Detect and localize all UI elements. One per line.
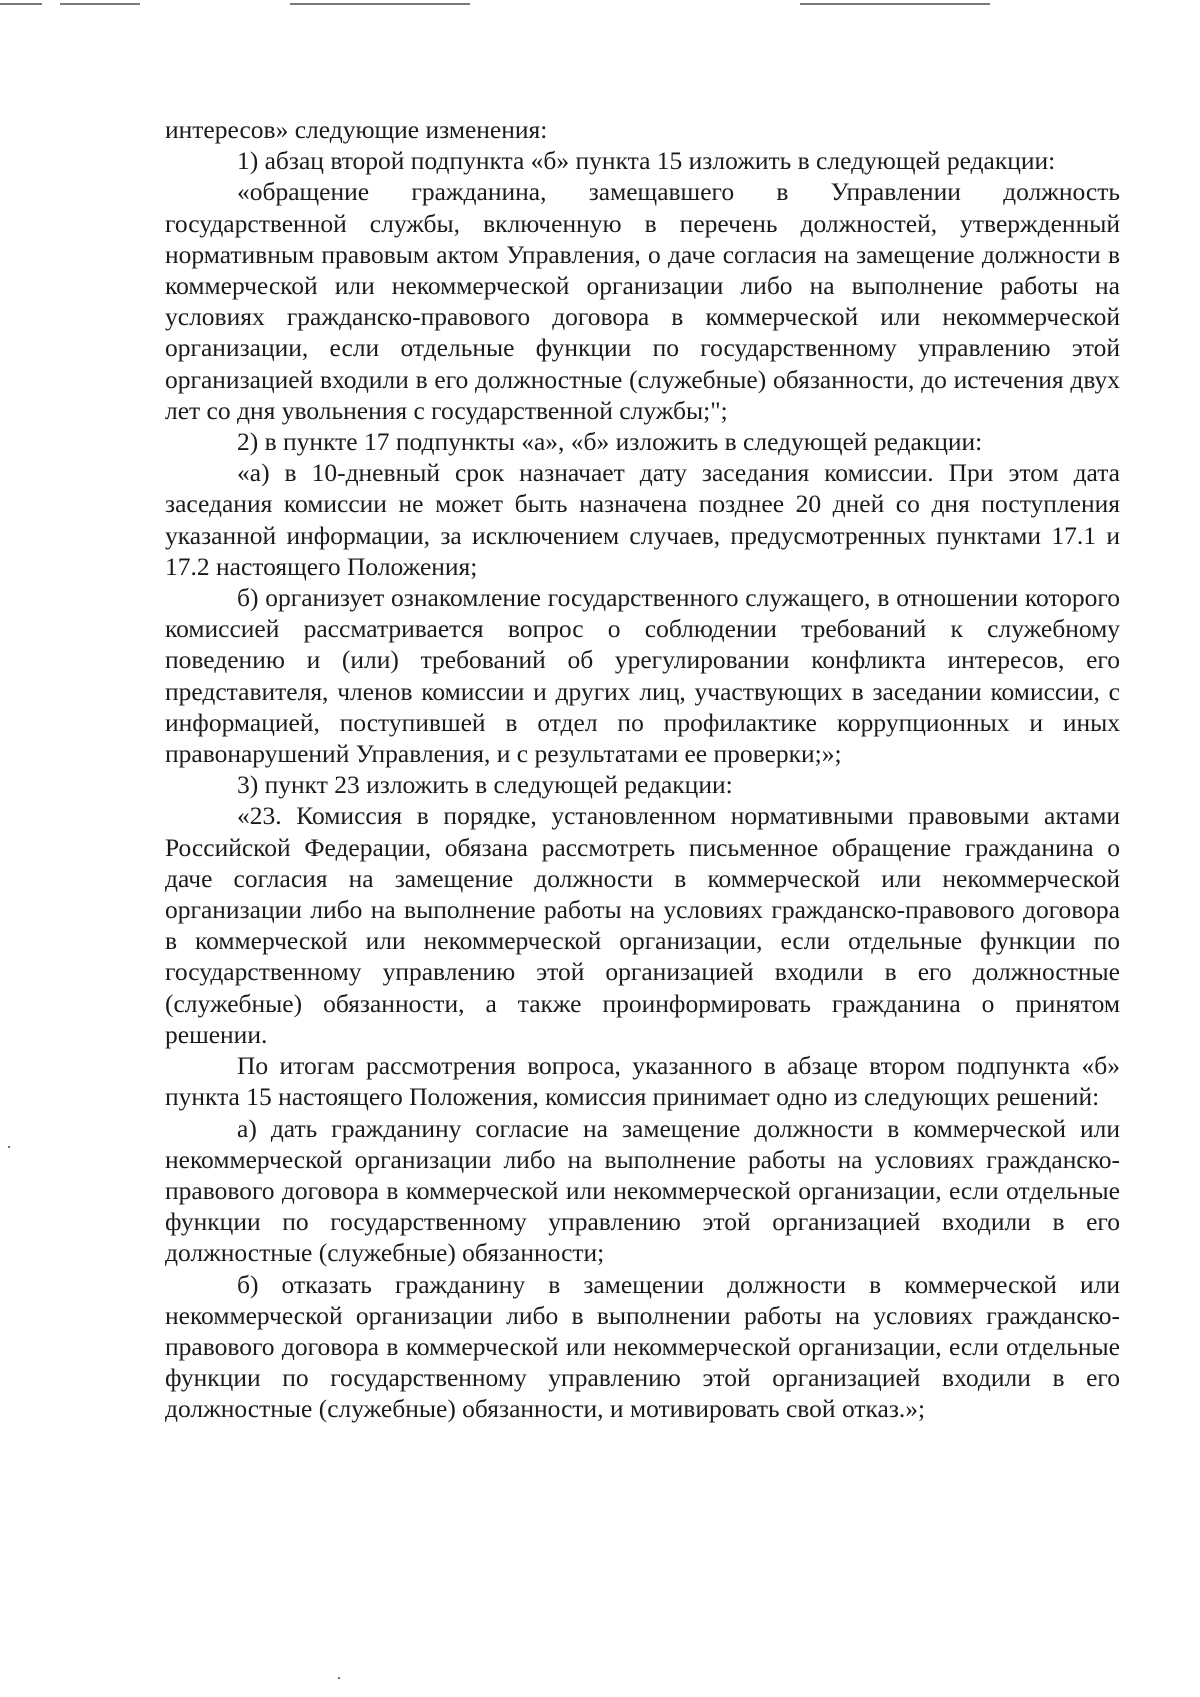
- paragraph-item-3: 3) пункт 23 изложить в следующей редакции:: [237, 770, 733, 800]
- paragraph-clause-23: «23. Комиссия в порядке, установленном нормативными правовыми актами Российской Федерации, обязана рассмотреть письменное обращение гражданина о даче согласия на замещение должности в коммерческой или некоммерческой организации либо на выполнение работы на условиях гражданско-правового договора в коммерческой или некоммерческой организации, если отдельные функции по государственному управлению этой организацией входили в его должностные (служебные) обязанности, а также проинформировать гражданина о принятом решении.: [165, 801, 1120, 1049]
- scan-edge-mark: [290, 3, 470, 5]
- paragraph-subitem-b: б) организует ознакомление государственного служащего, в отношении которого комиссией рассматривается вопрос о соблюдении требований к служебному поведению и (или) требований об урегулировании конфликта интересов, его представителя, членов комиссии и других лиц, участвующих в заседании комиссии, с информацией, поступившей в отдел по профилактике коррупционных и иных правонарушений Управления, и с результатами ее проверки;»;: [165, 583, 1120, 769]
- paragraph-subitem-a: «а) в 10-дневный срок назначает дату заседания комиссии. При этом дата заседания комиссии не может быть назначена позднее 20 дней со дня поступления указанной информации, за исключением случаев, предусмотренных пунктами 17.1 и 17.2 настоящего Положения;: [165, 458, 1120, 581]
- scan-speck: [338, 1677, 340, 1679]
- paragraph-continuation: интересов» следующие изменения:: [165, 115, 548, 144]
- paragraph-quote-appeal: «обращение гражданина, замещавшего в Управлении должность государственной службы, включенную в перечень должностей, утвержденный нормативным правовым актом Управления, о даче согласия на замещение должности в коммерческой или некоммерческой организации либо на выполнение работы на условиях гражданско-правового договора в коммерческой или некоммерческой организации, если отдельные функции по государственному управлению этой организацией входили в его должностные (служебные) обязанности, до истечения двух лет со дня увольнения с государственной службы;";: [165, 177, 1120, 425]
- scan-edge-mark: [0, 3, 42, 5]
- paragraph-decision-b: б) отказать гражданину в замещении должности в коммерческой или некоммерческой организации либо в выполнении работы на условиях гражданско-правового договора в коммерческой или некоммерческой организации, если отдельные функции по государственному управлению этой организацией входили в его должностные (служебные) обязанности, и мотивировать свой отказ.»;: [165, 1269, 1120, 1424]
- paragraph-item-1: 1) абзац второй подпункта «б» пункта 15 изложить в следующей редакции:: [237, 146, 1056, 176]
- document-body: [165, 114, 1120, 1425]
- scan-speck: [8, 1146, 10, 1148]
- scan-edge-mark: [800, 3, 990, 5]
- paragraph-decisions-intro: По итогам рассмотрения вопроса, указанного в абзаце втором подпункта «б» пункта 15 настоящего Положения, комиссия принимает одно из следующих решений:: [165, 1051, 1120, 1112]
- paragraph-item-2: 2) в пункте 17 подпункты «а», «б» изложить в следующей редакции:: [237, 427, 983, 457]
- paragraph-decision-a: а) дать гражданину согласие на замещение должности в коммерческой или некоммерческой организации либо на выполнение работы на условиях гражданско-правового договора в коммерческой или некоммерческой организации, если отдельные функции по государственному управлению этой организацией входили в его должностные (служебные) обязанности;: [165, 1113, 1120, 1268]
- scan-edge-mark: [60, 3, 140, 5]
